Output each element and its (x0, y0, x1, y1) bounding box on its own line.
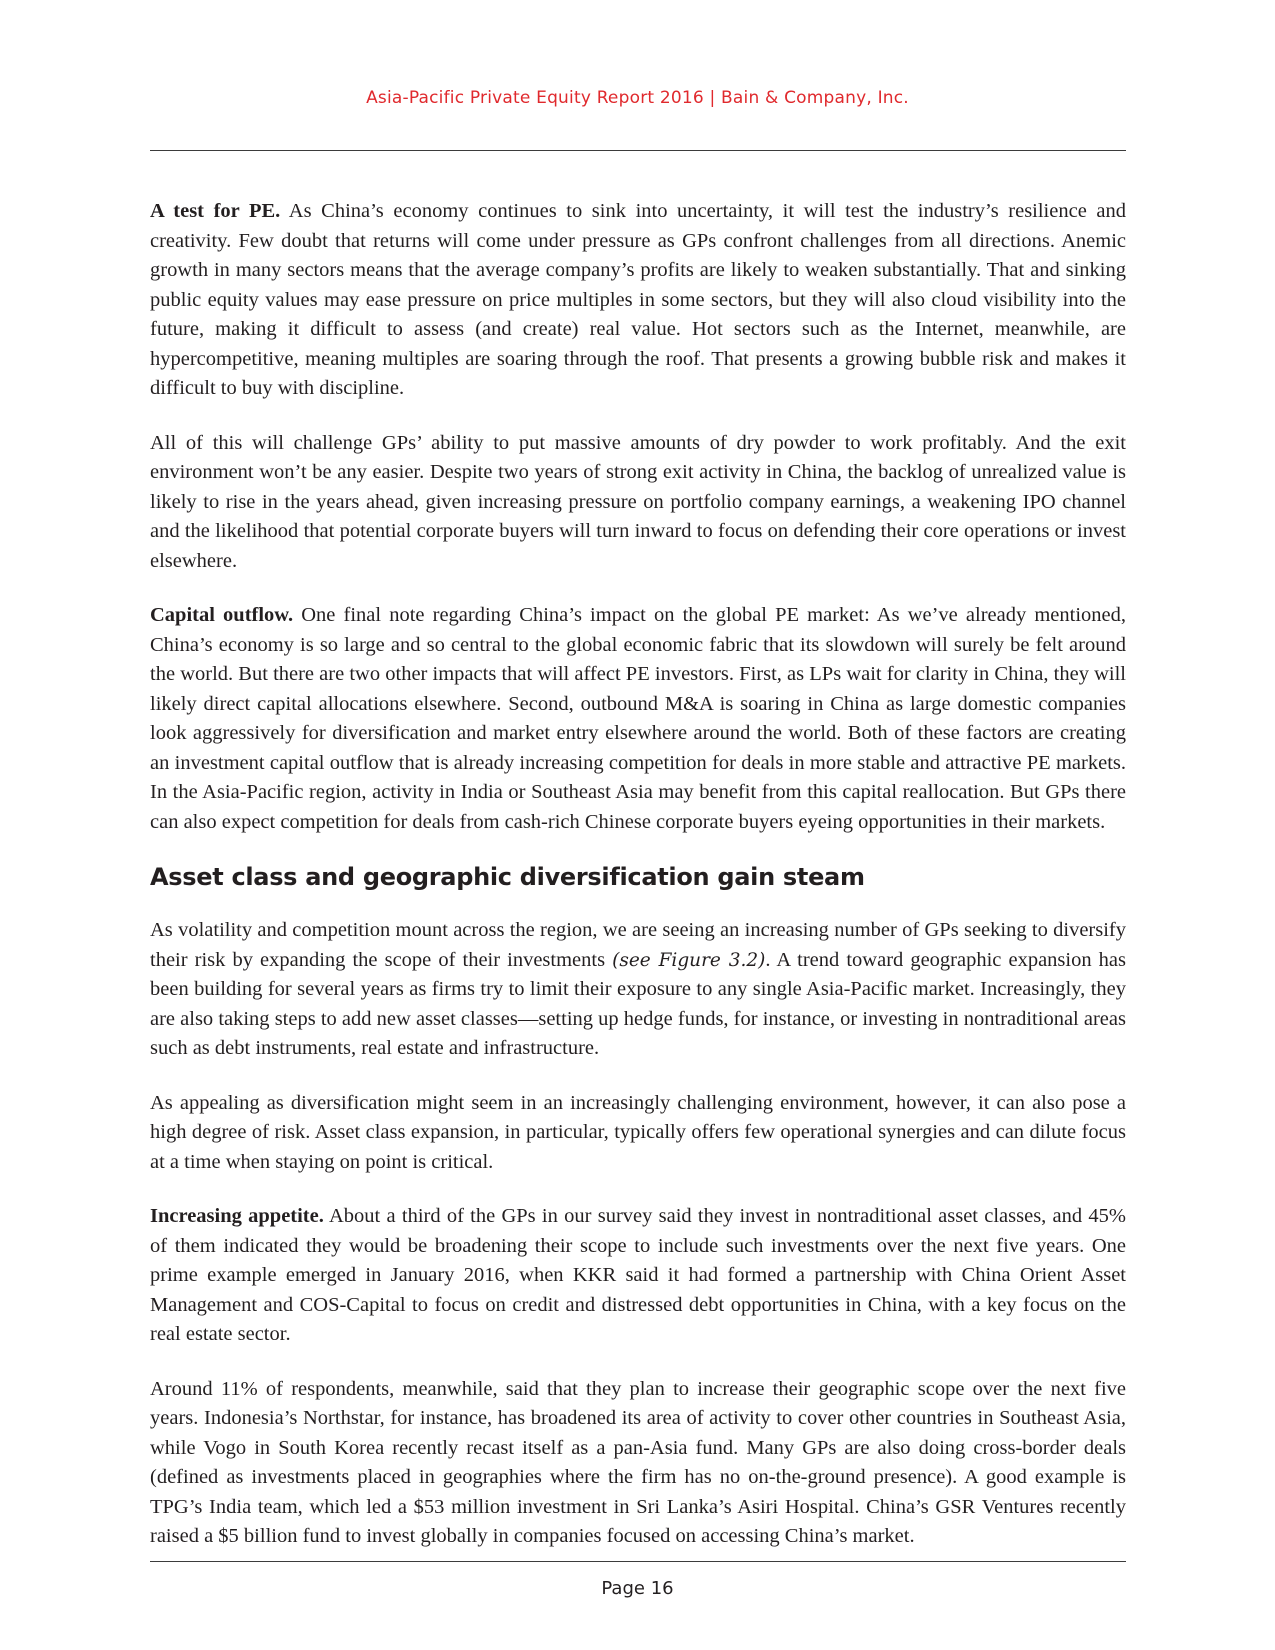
paragraph-risk: As appealing as diversification might seem in an increasingly challenging environment, however, it can also pose a high degree of risk. Asset class expansion, in particular, typically offers few operational synergies and can dilute focus at a time when staying on point is critical. (150, 1091, 1126, 1173)
paragraph-lead: Capital outflow. (150, 604, 294, 626)
figure-reference: (see Figure 3.2) (612, 949, 766, 971)
body-text (150, 197, 1126, 1577)
header-divider (150, 150, 1126, 151)
paragraph-body: As China’s economy continues to sink into uncertainty, it will test the industry’s resilience and creativity. Few doubt that returns will come under pressure as GPs confront challenges from all directions. Anemic growth in many sectors means that the average company’s profits are likely to weaken substantially. That and sinking public equity values may ease pressure on price multiples in some sectors, but they will also cloud visibility into the future, making it difficult to assess (and create) real value. Hot sectors such as the Internet, meanwhile, are hypercompetitive, meaning multiples are soaring through the roof. That presents a growing bubble risk and makes it difficult to buy with discipline. (150, 200, 1126, 399)
paragraph-body: One final note regarding China’s impact on the global PE market: As we’ve already mentioned, China’s economy is so large and so central to the global economic fabric that its slowdown will surely be felt around the world. But there are two other impacts that will affect PE investors. First, as LPs wait for clarity in China, they will likely direct capital allocations elsewhere. Second, outbound M&A is soaring in China as large domestic companies look aggressively for diversification and market entry elsewhere around the world. Both of these factors are creating an investment capital outflow that is already increasing competition for deals in more stable and attractive PE markets. In the Asia-Pacific region, activity in India or Southeast Asia may benefit from this capital reallocation. But GPs there can also expect competition for deals from cash-rich Chinese corporate buyers eyeing opportunities in their markets. (150, 604, 1126, 833)
paragraph-body: . A trend toward geographic expansion has been building for several years as firms try to limit their exposure to any single Asia-Pacific market. Increasingly, they are also taking steps to add new asset classes—setting up hedge funds, for instance, or investing in nontraditional areas such as debt instruments, real estate and infrastructure. (150, 948, 1126, 1059)
running-header: Asia-Pacific Private Equity Report 2016 | Bain & Company, Inc. (366, 88, 909, 108)
paragraph-lead: Increasing appetite. (150, 1205, 324, 1227)
paragraph-geographic-scope: Around 11% of respondents, meanwhile, said that they plan to increase their geographic scope over the next five years. Indonesia’s Northstar, for instance, has broadened its area of activity to cover other countries in Southeast Asia, while Vogo in South Korea recently recast itself as a pan-Asia fund. Many GPs are also doing cross-border deals (defined as investments placed in geographies where the firm has no on-the-ground presence). A good example is TPG’s India team, which led a $53 million investment in Sri Lanka’s Asiri Hospital. China’s GSR Ventures recently raised a $5 billion fund to invest globally in companies focused on accessing China’s market. (150, 1377, 1126, 1547)
paragraph-capital-outflow (150, 601, 1126, 837)
page-number: Page 16 (601, 1578, 674, 1599)
footer-divider (150, 1561, 1126, 1562)
paragraph-lead: A test for PE. (150, 200, 281, 222)
section-heading: Asset class and geographic diversification gain steam (150, 863, 865, 891)
paragraph-increasing-appetite (150, 1202, 1126, 1350)
paragraph-body: About a third of the GPs in our survey said they invest in nontraditional asset classes, and 45% of them indicated they would be broadening their scope to include such investments over the next five years. One prime example emerged in January 2016, when KKR said it had formed a partnership with China Orient Asset Management and COS-Capital to focus on credit and distressed debt opportunities in China, with a key focus on the real estate sector. (150, 1205, 1126, 1345)
paragraph-body: As volatility and competition mount across the region, we are seeing an increasing number of GPs seeking to diversify their risk by expanding the scope of their investments (150, 919, 1126, 971)
paragraph-exit-environment: All of this will challenge GPs’ ability to put massive amounts of dry powder to work profitably. And the exit environment won’t be any easier. Despite two years of strong exit activity in China, the backlog of unrealized value is likely to rise in the years ahead, given increasing pressure on portfolio company earnings, a weakening IPO channel and the likelihood that potential corporate buyers will turn inward to focus on defending their core operations or invest elsewhere. (150, 431, 1126, 572)
paragraph-diversification (150, 916, 1126, 1064)
paragraph-test-for-pe (150, 197, 1126, 404)
